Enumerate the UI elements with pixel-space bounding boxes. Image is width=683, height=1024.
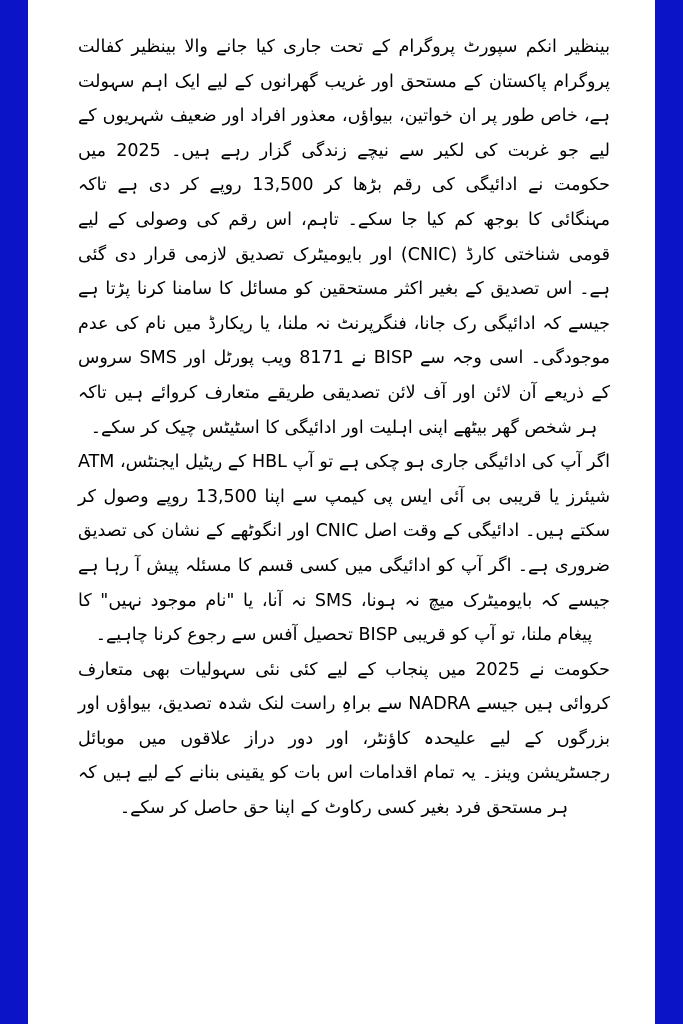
left-blue-border [0, 0, 28, 1024]
paragraph-payment-collection: اگر آپ کی ادائیگی جاری ہو چکی ہے تو آپ HBL کے ریٹیل ایجنٹس، ATM شیئرز یا قریبی بی آئی ایس پی کیمپ سے اپنا 13,500 روپے وصول کر سکتے ہیں۔ ادائیگی کے وقت اصل CNIC اور انگوٹھے کے نشان کی تصدیق ضروری ہے۔ اگر آپ کو ادائیگی میں کسی قسم کا مسئلہ پیش آ رہا ہے جیسے کہ بایومیٹرک میچ نہ ہونا، SMS نہ آنا، یا "نام موجود نہیں" کا پیغام ملنا، تو آپ کو قریبی BISP تحصیل آفس سے رجوع کرنا چاہیے۔ [78, 452, 611, 646]
paragraph-punjab-facilities: حکومت نے 2025 میں پنجاب کے لیے کئی نئی سہولیات بھی متعارف کروائی ہیں جیسے NADRA سے براہِ راست لنک شدہ تصدیق، بیواؤں اور بزرگوں کے لیے علیحدہ کاؤنٹر، اور دور دراز علاقوں میں موبائل رجسٹریشن وینز۔ یہ تمام اقدامات اس بات کو یقینی بنانے کے لیے ہیں کہ ہر مستحق فرد بغیر کسی رکاوٹ کے اپنا حق حاصل کر سکے۔ [78, 659, 610, 819]
paragraph-kafalat-overview: بینظیر انکم سپورٹ پروگرام کے تحت جاری کیا جانے والا بینظیر کفالت پروگرام پاکستان کے مستحق اور غریب گھرانوں کے لیے ایک اہم سہولت ہے، خاص طور پر ان خواتین، بیواؤں، معذور افراد اور ضعیف شہریوں کے لیے جو غربت کی لکیر سے نیچے زندگی گزار رہے ہیں۔ 2025 میں حکومت نے ادائیگی کی رقم بڑھا کر 13,500 روپے کر دی ہے تاکہ مہنگائی کا بوجھ کم کیا جا سکے۔ تاہم، اس رقم کی وصولی کے لیے قومی شناختی کارڈ (CNIC) اور بایومیٹرک تصدیق لازمی قرار دی گئی ہے۔ اس تصدیق کے بغیر اکثر مستحقین کو مسائل کا سامنا کرنا پڑتا ہے جیسے کہ ادائیگی رک جانا، فنگرپرنٹ نہ ملنا، یا ریکارڈ میں نام کی عدم موجودگی۔ اسی وجہ سے BISP نے 8171 ویب پورٹل اور SMS سروس کے ذریعے آن لائن اور آف لائن تصدیقی طریقے متعارف کروائے ہیں تاکہ ہر شخص گھر بیٹھے اپنی اہلیت اور ادائیگی کا اسٹیٹس چیک کر سکے۔ [78, 37, 610, 438]
article-body [78, 30, 610, 826]
right-blue-border [655, 0, 683, 1024]
